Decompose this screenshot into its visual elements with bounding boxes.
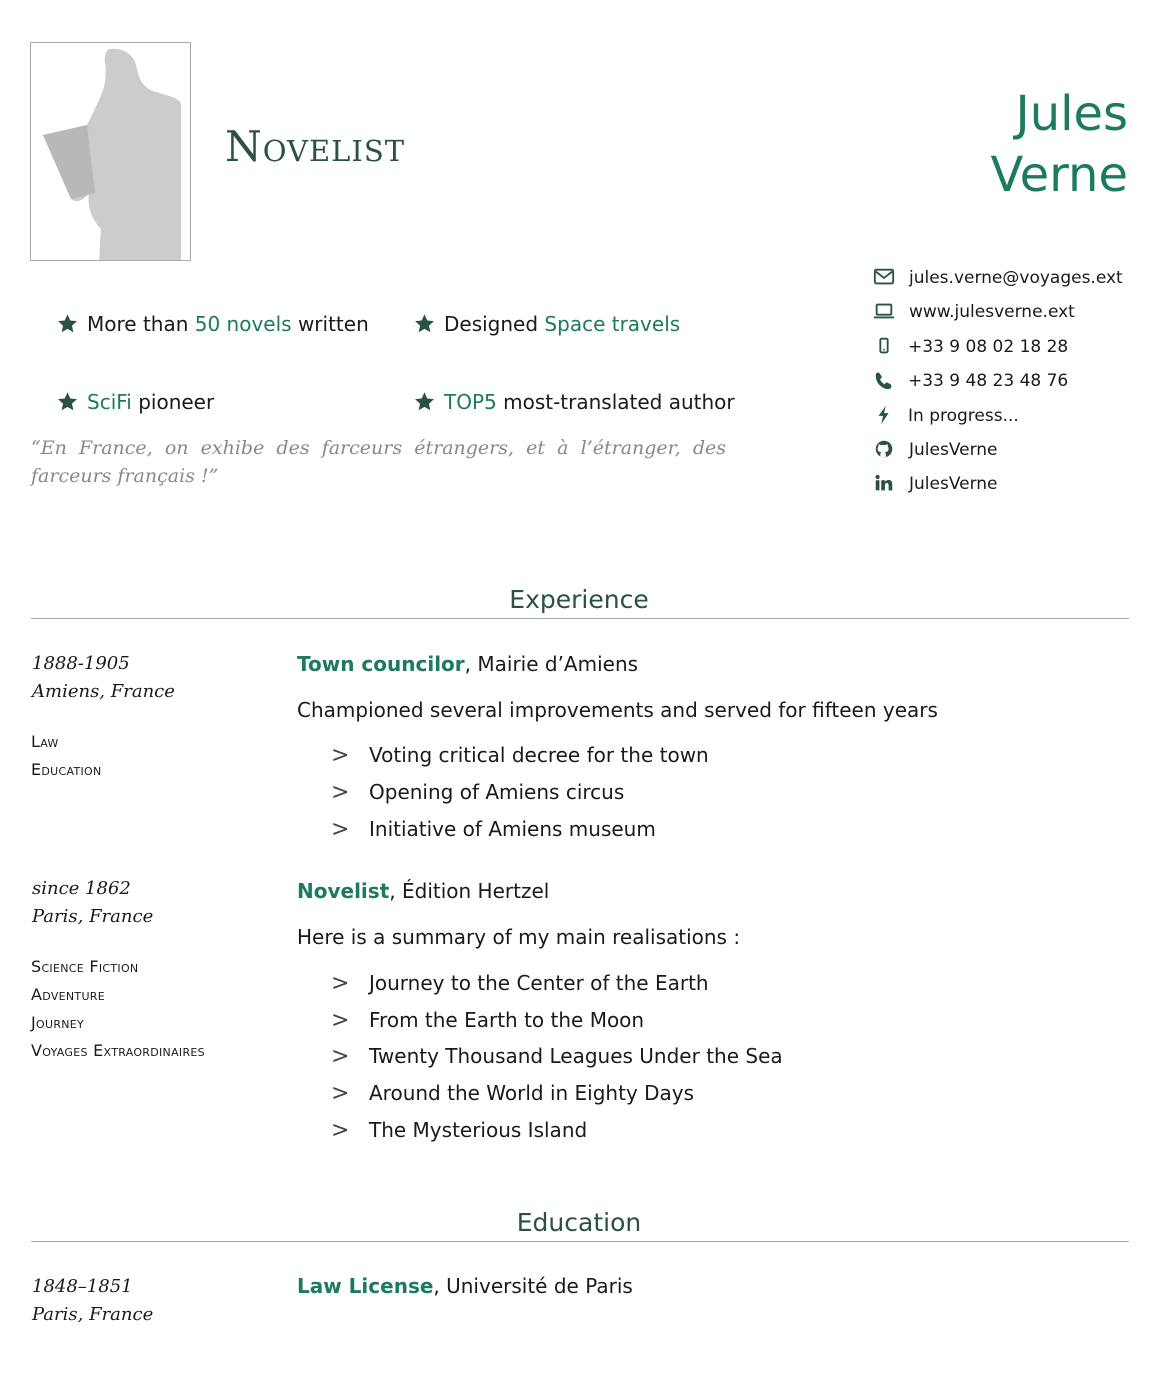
quote: “En France, on exhibe des farceurs étrangers, et à l’étranger, des farceurs français !” bbox=[31, 437, 726, 487]
contact-phone[interactable]: +33 9 48 23 48 76 bbox=[873, 370, 1068, 392]
tag: Journey bbox=[31, 1013, 85, 1032]
entry-role: Novelist, Édition Hertzel bbox=[297, 879, 550, 903]
contact-github[interactable]: JulesVerne bbox=[873, 439, 998, 461]
tag: Education bbox=[31, 760, 102, 779]
highlight-item: Designed Space travels bbox=[414, 312, 680, 336]
list-item: > Around the World in Eighty Days bbox=[331, 1081, 695, 1106]
tag: Voyages Extraordinaires bbox=[31, 1041, 205, 1060]
contact-linkedin[interactable]: JulesVerne bbox=[873, 473, 998, 495]
phone-icon bbox=[873, 370, 895, 390]
first-name: Jules bbox=[1015, 86, 1128, 142]
linkedin-icon bbox=[873, 473, 895, 493]
bolt-icon bbox=[873, 405, 895, 425]
job-title: Novelist bbox=[225, 122, 406, 171]
list-item: > Opening of Amiens circus bbox=[331, 780, 625, 805]
star-icon bbox=[57, 391, 78, 412]
tag: Adventure bbox=[31, 985, 105, 1004]
section-divider bbox=[31, 1241, 1129, 1242]
mobile-phone-icon bbox=[873, 336, 895, 356]
highlight-item: More than 50 novels written bbox=[57, 312, 369, 336]
entry-description: Here is a summary of my main realisations : bbox=[297, 925, 741, 949]
list-item: > Voting critical decree for the town bbox=[331, 743, 709, 768]
entry-dates: since 1862 Paris, France bbox=[32, 875, 153, 931]
entry-location: Amiens, France bbox=[32, 681, 175, 702]
list-item: > The Mysterious Island bbox=[331, 1118, 588, 1143]
list-item: > Initiative of Amiens museum bbox=[331, 817, 656, 842]
entry-dates: 1848–1851 Paris, France bbox=[32, 1273, 153, 1329]
contact-website[interactable]: www.julesverne.ext bbox=[873, 301, 1075, 323]
highlight-item: TOP5 most-translated author bbox=[414, 390, 735, 414]
star-icon bbox=[57, 313, 78, 334]
entry-tags bbox=[31, 953, 205, 1065]
section-divider bbox=[31, 618, 1129, 619]
section-title-experience: Experience bbox=[509, 585, 649, 614]
profile-photo bbox=[30, 42, 191, 261]
tag: Law bbox=[31, 732, 59, 751]
list-item: > Twenty Thousand Leagues Under the Sea bbox=[331, 1044, 783, 1069]
contact-mobile[interactable]: +33 9 08 02 18 28 bbox=[873, 336, 1068, 358]
entry-location: Paris, France bbox=[32, 1304, 154, 1325]
entry-tags bbox=[31, 728, 102, 784]
entry-degree: Law License, Université de Paris bbox=[297, 1274, 633, 1298]
last-name: Verne bbox=[990, 147, 1128, 203]
laptop-icon bbox=[873, 301, 895, 321]
person-silhouette-icon bbox=[31, 43, 191, 261]
section-title-education: Education bbox=[516, 1208, 642, 1237]
tag: Science Fiction bbox=[31, 957, 139, 976]
contact-email[interactable]: jules.verne@voyages.ext bbox=[873, 267, 1123, 289]
full-name bbox=[991, 84, 1128, 206]
contact-status: In progress... bbox=[873, 405, 1019, 427]
entry-role: Town councilor, Mairie d’Amiens bbox=[297, 652, 639, 676]
entry-dates: 1888-1905 Amiens, France bbox=[32, 650, 175, 706]
star-icon bbox=[414, 391, 435, 412]
entry-location: Paris, France bbox=[32, 906, 154, 927]
entry-description: Championed several improvements and served for fifteen years bbox=[297, 698, 938, 722]
envelope-icon bbox=[873, 267, 895, 287]
list-item: > Journey to the Center of the Earth bbox=[331, 971, 709, 996]
list-item: > From the Earth to the Moon bbox=[331, 1008, 645, 1033]
github-icon bbox=[873, 439, 895, 459]
star-icon bbox=[414, 313, 435, 334]
highlight-item: SciFi pioneer bbox=[57, 390, 214, 414]
